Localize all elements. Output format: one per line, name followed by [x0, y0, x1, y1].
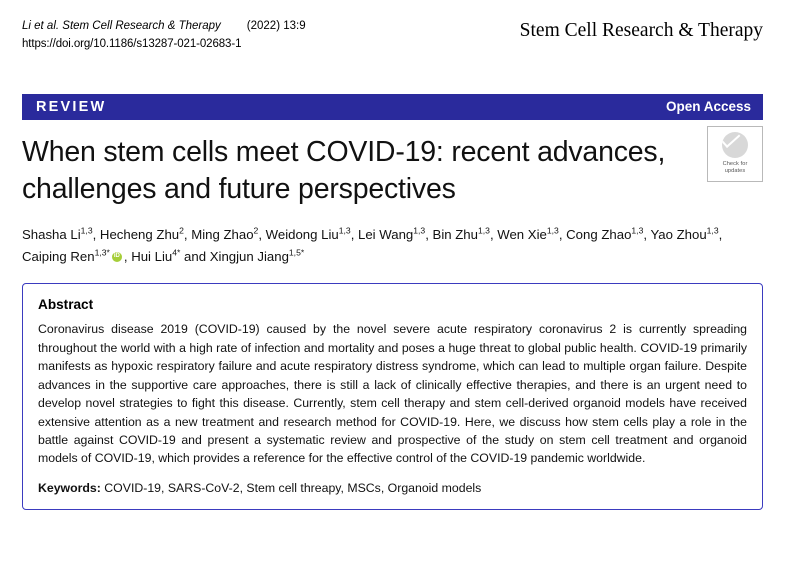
journal-title: Stem Cell Research & Therapy — [519, 20, 763, 41]
keywords-line — [38, 479, 747, 497]
title-section — [22, 134, 763, 209]
abstract-text: Coronavirus disease 2019 (COVID-19) caused by the novel severe acute respiratory coronavirus 2 is currently spreading throughout the world with a high rate of infection and mortality and poses a huge threat to global public health. COVID-19 primarily manifests as hypoxic respiratory failure and acute respiratory distress syndrome, which can lead to multiple organ failure. Despite advances in the supportive care approaches, there is still a lack of clinically effective therapies, and there is an urgent need to develop novel strategies to fight this disease. Currently, stem cell therapy and stem cell-derived organoid models have received extensive attention as a new treatment and research method for COVID-19. Here, we discuss how stem cells play a role in the battle against COVID-19 and present a systematic review and prospective of the study on stem cell treatment and organoid models of COVID-19, which provides a reference for the effective control of the COVID-19 pandemic worldwide. — [38, 322, 747, 466]
crossmark-badge[interactable] — [707, 126, 763, 182]
open-access-label: Open Access — [665, 99, 751, 115]
orcid-icon[interactable] — [112, 252, 122, 262]
citation-block — [22, 18, 306, 54]
author-list: Shasha Li$^{1,3}$, Hecheng Zhu$^2$, Ming Zhao$^2$, Weidong Liu$^{1,3}$, Lei Wang$^{1,3}$, Bin Zhu$^{1,3}$, Wen Xie$^{1,3}$, Cong Zhao$^{1,3}$, Yao Zhou$^{1,3}$, Caiping Ren$^{1,3*}$ iD , Hui Liu$^{4*}$ and Xingjun Jiang$^{1,5*}$ — [22, 224, 752, 268]
page-header — [22, 0, 763, 54]
review-banner — [22, 94, 763, 120]
check-circle-icon — [722, 132, 748, 158]
citation-year: (2022) 13:9 — [246, 20, 306, 32]
citation-authors: Li et al. Stem Cell Research & Therapy — [22, 20, 221, 32]
crossmark-line1: Check for — [722, 160, 748, 167]
keywords-value: COVID-19, SARS-CoV-2, Stem cell threapy, MSCs, Organoid models — [104, 480, 482, 495]
article-type-label: REVIEW — [36, 98, 107, 115]
crossmark-line2: updates — [724, 167, 746, 174]
abstract-heading: Abstract — [38, 297, 94, 313]
page-title: When stem cells meet COVID-19: recent advances, challenges and future perspectives — [22, 135, 666, 206]
doi-link[interactable]: https://doi.org/10.1186/s13287-021-02683-1 — [22, 37, 242, 50]
citation-line — [22, 18, 306, 36]
keywords-label: Keywords: — [38, 480, 101, 495]
abstract-box — [22, 283, 763, 510]
